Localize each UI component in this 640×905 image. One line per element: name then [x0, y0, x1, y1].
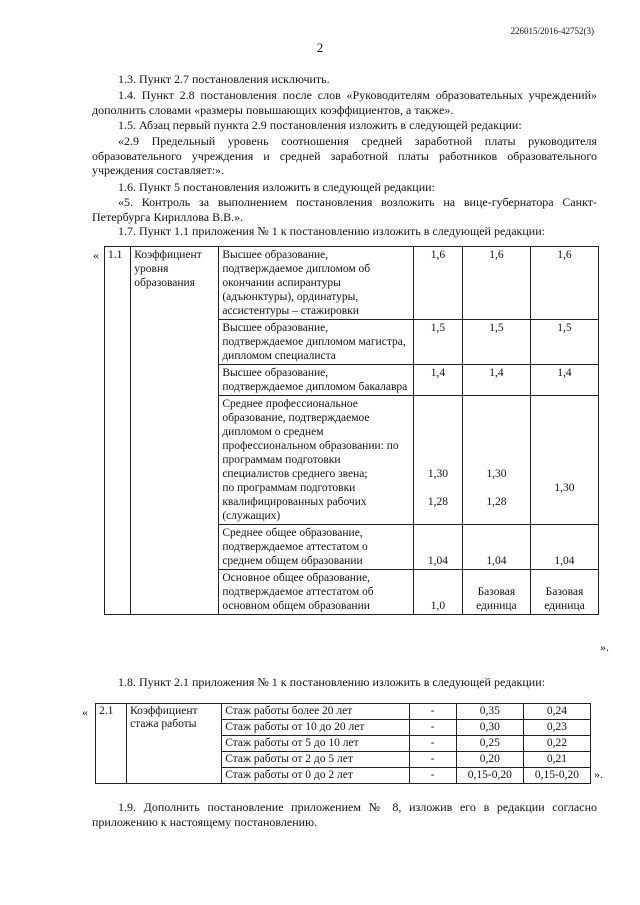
table1-row1-v1: 1,6	[413, 247, 462, 320]
table2-item-number: 2.1	[96, 704, 127, 784]
table2-row3-v3: 0,22	[523, 736, 590, 752]
paragraph-1-7: 1.7. Пункт 1.1 приложения № 1 к постановлению изложить в следующей редакции:	[118, 224, 545, 238]
table1-row4-v2a: 1,30	[486, 468, 507, 480]
table2-open-quote: «	[82, 705, 88, 719]
table2-row2-v2: 0,30	[456, 720, 523, 736]
paragraph-1-6: 1.6. Пункт 5 постановления изложить в следующей редакции:	[118, 180, 435, 194]
paragraph-1-5: 1.5. Абзац первый пункта 2.9 постановления изложить в следующей редакции:	[118, 118, 522, 132]
table2-row5-v3: 0,15-0,20	[523, 768, 590, 784]
table2-row1-desc: Стаж работы более 20 лет	[222, 704, 409, 720]
table2-row1-v1: -	[409, 704, 456, 720]
table1-row4-v2	[462, 396, 530, 525]
table-row	[96, 704, 591, 720]
table2-row3-desc: Стаж работы от 5 до 10 лет	[222, 736, 409, 752]
paragraph-1-5-quote: «2.9 Предельный уровень соотношения средней заработной платы руководителя образовательного учреждения и средней заработной платы работников образовательного учреждения составляет:».	[92, 134, 597, 177]
table1-row6-desc: Основное общее образование, подтверждаемое аттестатом об основном общем образовании	[219, 570, 414, 615]
table1-row5-v3: 1,04	[530, 525, 598, 570]
table1-row5-v1: 1,04	[413, 525, 462, 570]
table1-row2-v2: 1,5	[462, 320, 530, 365]
table1-row4-desc	[219, 396, 414, 525]
paragraph-1-6-quote: «5. Контроль за выполнением постановления возложить на вице-губернатора Санкт-Петербурга Кириллова В.В.».	[92, 195, 597, 224]
paragraph-1-9: 1.9. Дополнить постановление приложением № 8, изложив его в редакции согласно приложению к настоящему постановлению.	[92, 800, 597, 829]
document-id: 226015/2016-42752(3)	[510, 26, 594, 36]
table1-criterion: Коэффициент уровня образования	[131, 247, 219, 615]
table1-row1-desc: Высшее образование, подтверждаемое дипломом об окончании аспирантуры (адъюнктуры), ординатуры, ассистентуры – стажировки	[219, 247, 414, 320]
table2-row1-v2: 0,35	[456, 704, 523, 720]
table1-row6-v1: 1,0	[413, 570, 462, 615]
table2-criterion: Коэффициент стажа работы	[127, 704, 222, 784]
table1-row1-v2: 1,6	[462, 247, 530, 320]
table1-row5-v2: 1,04	[462, 525, 530, 570]
table1-row5-desc: Среднее общее образование, подтверждаемое аттестатом о среднем общем образовании	[219, 525, 414, 570]
table-row	[105, 247, 599, 320]
table1-row2-v3: 1,5	[530, 320, 598, 365]
table1-row4-desc-a: Среднее профессиональное образование, подтверждаемое дипломом о среднем профессиональном образовании: по программам подготовки специалистов среднего звена;	[222, 398, 399, 480]
page-number: 2	[316, 40, 324, 55]
table1-row4-v3	[530, 396, 598, 525]
table2-row5-v1: -	[409, 768, 456, 784]
education-coefficient-table	[104, 246, 599, 615]
table1-row6-v3: Базовая единица	[530, 570, 598, 615]
table2-row3-v1: -	[409, 736, 456, 752]
paragraph-1-8: 1.8. Пункт 2.1 приложения № 1 к постановлению изложить в следующей редакции:	[118, 675, 545, 689]
table1-row3-v1: 1,4	[413, 365, 462, 396]
paragraph-1-3: 1.3. Пункт 2.7 постановления исключить.	[118, 72, 330, 86]
table1-row4-v2b: 1,28	[486, 496, 507, 508]
table1-close-quote: ».	[600, 640, 609, 654]
table2-row3-v2: 0,25	[456, 736, 523, 752]
table1-row4-v1	[413, 396, 462, 525]
table1-row4-v1a: 1,30	[427, 468, 448, 480]
table2-close-quote: ».	[594, 767, 603, 781]
table2-row4-v3: 0,21	[523, 752, 590, 768]
table2-row4-v2: 0,20	[456, 752, 523, 768]
table2-row5-v2: 0,15-0,20	[456, 768, 523, 784]
table1-row2-v1: 1,5	[413, 320, 462, 365]
table1-row4-v1b: 1,28	[427, 496, 448, 508]
table1-row3-desc: Высшее образование, подтверждаемое дипломом бакалавра	[219, 365, 414, 396]
table1-row3-v2: 1,4	[462, 365, 530, 396]
table2-row4-v1: -	[409, 752, 456, 768]
table1-row1-v3: 1,6	[530, 247, 598, 320]
paragraph-1-4: 1.4. Пункт 2.8 постановления после слов «Руководителям образовательных учреждений» дополнить словами «размеры повышающих коэффициентов, а также».	[92, 88, 597, 117]
experience-coefficient-table	[95, 703, 591, 784]
table1-open-quote: «	[93, 248, 99, 262]
table2-row5-desc: Стаж работы от 0 до 2 лет	[222, 768, 409, 784]
table1-row4-v3a: 1,30	[554, 482, 575, 494]
table2-row1-v3: 0,24	[523, 704, 590, 720]
table1-row3-v3: 1,4	[530, 365, 598, 396]
table2-row2-v3: 0,23	[523, 720, 590, 736]
table1-row4-desc-b: по программам подготовки квалифицированных рабочих (служащих)	[222, 482, 367, 522]
table2-row4-desc: Стаж работы от 2 до 5 лет	[222, 752, 409, 768]
table2-row2-v1: -	[409, 720, 456, 736]
table1-item-number: 1.1	[105, 247, 131, 615]
table2-row2-desc: Стаж работы от 10 до 20 лет	[222, 720, 409, 736]
table1-row6-v2: Базовая единица	[462, 570, 530, 615]
table1-row2-desc: Высшее образование, подтверждаемое дипломом магистра, дипломом специалиста	[219, 320, 414, 365]
